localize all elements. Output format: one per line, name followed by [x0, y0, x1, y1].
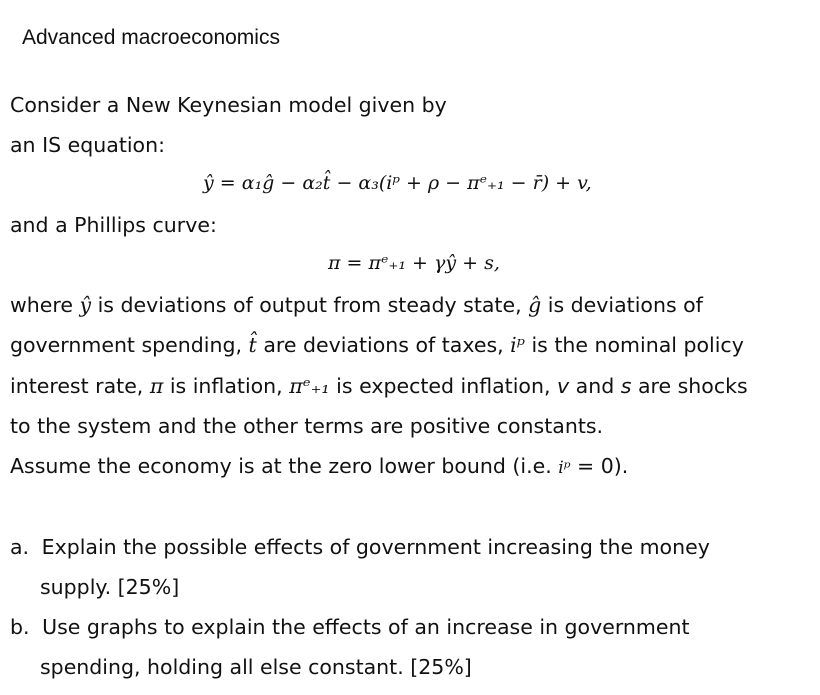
symbol-ip-zlb: iᵖ — [558, 458, 571, 478]
is-equation-text: ŷ = α₁ĝ − α₂t̂ − α₃(iᵖ + ρ − πᵉ₊₁ − r̄) + v, — [203, 172, 592, 194]
symbol-that: t̂ — [248, 333, 257, 357]
task-b-line-2: spending, holding all else constant. [25%] — [40, 655, 472, 679]
phillips-equation — [328, 252, 500, 274]
phillips-equation-text: π = πᵉ₊₁ + γŷ + s, — [328, 252, 500, 274]
intro-line-1: Consider a New Keynesian model given by — [10, 93, 447, 117]
assume-text: Assume the economy is at the zero lower bound (i.e. — [10, 454, 559, 478]
symbol-ip: iᵖ — [510, 333, 525, 357]
description-line-4: to the system and the other terms are positive constants. — [10, 414, 604, 438]
symbol-yhat: ŷ — [79, 293, 92, 317]
desc-text: is deviations of — [541, 293, 703, 317]
desc-text: is inflation, — [163, 374, 290, 398]
desc-text: are shocks — [631, 374, 748, 398]
desc-text: are deviations of taxes, — [256, 333, 511, 357]
assume-text: = 0). — [570, 454, 629, 478]
task-a-line-2: supply. [25%] — [40, 575, 180, 599]
intro-line-2: an IS equation: — [10, 133, 166, 157]
symbol-s: s — [620, 374, 632, 398]
task-a — [10, 534, 710, 560]
desc-text: where — [10, 293, 80, 317]
page-title: Advanced macroeconomics — [22, 26, 280, 49]
desc-text: interest rate, — [10, 374, 150, 398]
description-line-2 — [10, 332, 744, 358]
task-b-line-1: Use graphs to explain the effects of an increase in government — [42, 615, 690, 639]
description-line-3 — [10, 373, 748, 399]
is-equation — [203, 172, 592, 194]
assumption-line — [10, 453, 628, 481]
symbol-pi: π — [149, 374, 164, 398]
task-b-label: b. — [10, 615, 30, 639]
task-b — [10, 614, 690, 640]
symbol-pi-expected: πᵉ₊₁ — [289, 374, 330, 398]
symbol-ghat: ĝ — [528, 293, 542, 317]
desc-text: government spending, — [10, 333, 249, 357]
description-line-1 — [10, 292, 703, 318]
phillips-intro: and a Phillips curve: — [10, 213, 217, 237]
task-a-label: a. — [10, 535, 30, 559]
desc-text: is the nominal policy — [524, 333, 744, 357]
desc-text: is expected inflation, — [329, 374, 557, 398]
symbol-v: v — [557, 374, 570, 398]
task-a-line-1: Explain the possible effects of government increasing the money — [41, 535, 710, 559]
desc-text: and — [569, 374, 621, 398]
desc-text: is deviations of output from steady state, — [91, 293, 529, 317]
